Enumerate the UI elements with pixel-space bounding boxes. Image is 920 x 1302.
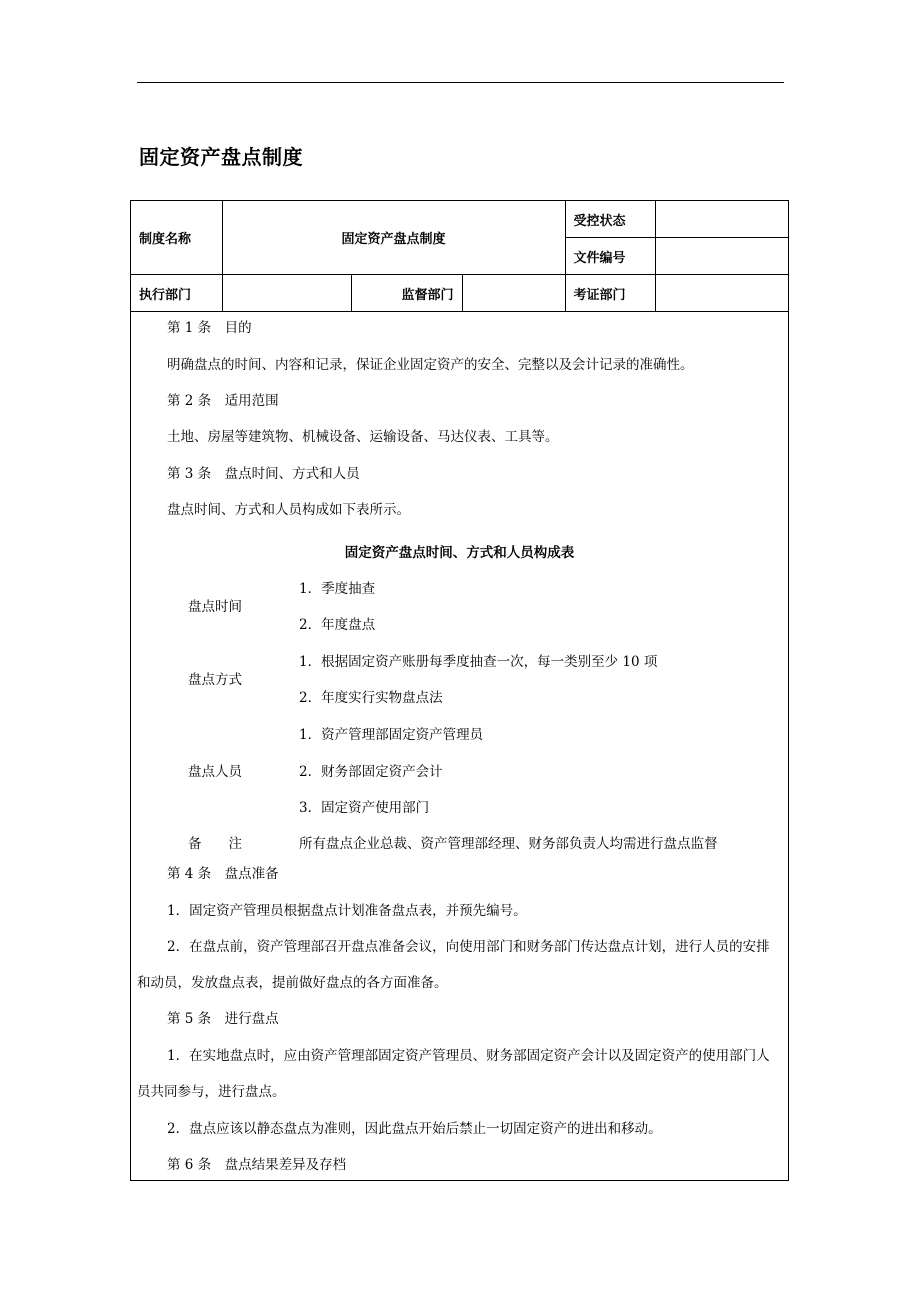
top-rule xyxy=(137,82,784,83)
time-item-1: 1．季度抽查 xyxy=(299,581,376,597)
exec-label-cell: 执行部门 xyxy=(131,275,222,312)
article-3-title: 第 3 条 盘点时间、方式和人员 xyxy=(167,466,360,482)
article-5-para-1-line-2: 员共同参与，进行盘点。 xyxy=(137,1084,286,1100)
article-1-text: 明确盘点的时间、内容和记录，保证企业固定资产的安全、完整以及会计记录的准确性。 xyxy=(167,357,694,373)
article-1-title: 第 1 条 目的 xyxy=(167,320,252,336)
time-item-2: 2．年度盘点 xyxy=(299,617,376,633)
article-4-para-2-line-1: 2．在盘点前，资产管理部召开盘点准备会议，向使用部门和财务部门传达盘点计划，进行人员的安排 xyxy=(167,939,770,955)
method-label: 盘点方式 xyxy=(188,672,242,688)
people-item-1: 1．资产管理部固定资产管理员 xyxy=(299,727,484,743)
exec-value-cell xyxy=(222,275,351,312)
name-label-cell: 制度名称 xyxy=(131,201,222,275)
supervise-value-cell xyxy=(462,275,565,312)
note-label: 备 注 xyxy=(188,836,242,852)
verify-label-cell: 考证部门 xyxy=(565,275,655,312)
people-item-2: 2．财务部固定资产会计 xyxy=(299,764,443,780)
document-title: 固定资产盘点制度 xyxy=(139,145,303,169)
note-value: 所有盘点企业总裁、资产管理部经理、财务部负责人均需进行盘点监督 xyxy=(299,836,718,852)
article-3-text: 盘点时间、方式和人员构成如下表所示。 xyxy=(167,502,410,518)
supervise-label-cell: 监督部门 xyxy=(351,275,462,312)
article-4-title: 第 4 条 盘点准备 xyxy=(167,866,279,882)
control-label-cell: 受控状态 xyxy=(565,201,655,238)
people-label: 盘点人员 xyxy=(188,764,242,780)
name-value-cell: 固定资产盘点制度 xyxy=(222,201,565,275)
article-2-title: 第 2 条 适用范围 xyxy=(167,393,279,409)
docno-label-cell: 文件编号 xyxy=(565,238,655,275)
article-5-para-2: 2．盘点应该以静态盘点为准则，因此盘点开始后禁止一切固定资产的进出和移动。 xyxy=(167,1121,662,1137)
article-6-title: 第 6 条 盘点结果差异及存档 xyxy=(167,1157,347,1173)
time-label: 盘点时间 xyxy=(188,599,242,615)
docno-value-cell xyxy=(655,238,788,275)
header-row-3 xyxy=(131,275,788,312)
verify-value-cell xyxy=(655,275,788,312)
header-table xyxy=(131,201,788,312)
inner-table-title: 固定资产盘点时间、方式和人员构成表 xyxy=(344,545,575,561)
header-row-1 xyxy=(131,201,788,238)
article-4-para-1: 1．固定资产管理员根据盘点计划准备盘点表，并预先编号。 xyxy=(167,903,527,919)
article-5-para-1-line-1: 1．在实地盘点时，应由资产管理部固定资产管理员、财务部固定资产会计以及固定资产的使用部门人 xyxy=(167,1048,770,1064)
article-2-text: 土地、房屋等建筑物、机械设备、运输设备、马达仪表、工具等。 xyxy=(167,429,559,445)
method-item-1: 1．根据固定资产账册每季度抽查一次，每一类别至少 10 项 xyxy=(299,654,658,670)
article-5-title: 第 5 条 进行盘点 xyxy=(167,1011,279,1027)
control-value-cell xyxy=(655,201,788,238)
people-item-3: 3．固定资产使用部门 xyxy=(299,800,430,816)
method-item-2: 2．年度实行实物盘点法 xyxy=(299,690,443,706)
policy-frame xyxy=(130,200,789,1181)
article-4-para-2-line-2: 和动员，发放盘点表，提前做好盘点的各方面准备。 xyxy=(137,975,448,991)
